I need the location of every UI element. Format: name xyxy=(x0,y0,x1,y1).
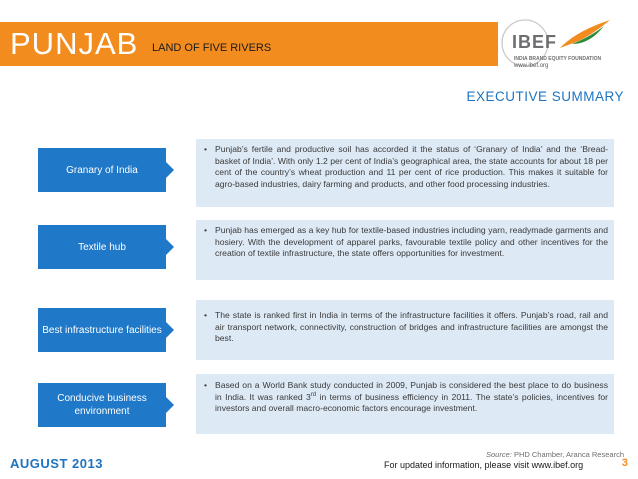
row-label-text: Granary of India xyxy=(66,164,138,176)
row-label-text: Conducive business environment xyxy=(57,393,147,417)
logo-text: IBEF xyxy=(512,32,558,52)
footer-date: AUGUST 2013 xyxy=(10,456,103,471)
row-text-part: in terms of business efficiency in 2011. The state’s policies, incentives for investors and overall macro-economic factors encourage investment. xyxy=(215,391,609,414)
source-label: Source: xyxy=(485,450,512,459)
chevron-tip-icon xyxy=(166,322,174,338)
row-label-text: Best infrastructure facilities xyxy=(42,324,162,336)
footer-update-text: For updated information, please visit xyxy=(384,460,530,470)
bullet-icon: • xyxy=(204,144,208,154)
row-text: The state is ranked first in India in terms of the infrastructure facilities it offers. Punjab’s road, rail and air transport network, connectivity, construction of bridges and infrastructure facilities are amongst the best. xyxy=(215,310,608,344)
chevron-tip-icon xyxy=(166,239,174,255)
ibef-logo xyxy=(500,18,632,72)
row-label-textile xyxy=(38,225,166,269)
row-text-textile xyxy=(204,225,608,260)
page-number: 3 xyxy=(621,457,628,469)
row-text: Punjab has emerged as a key hub for textile-based industries including yarn, readymade garments and hosiery. With the development of apparel parks, favourable textile policy and other incentives for the creation of textile infrastructure, the state offers opportunities for investment. xyxy=(215,225,608,259)
bullet-icon: • xyxy=(204,380,208,390)
header xyxy=(0,0,638,76)
bullet-icon: • xyxy=(204,310,208,320)
source-note xyxy=(486,450,624,459)
row-text: Punjab’s fertile and productive soil has accorded it the status of ‘Granary of India’ and the ‘Bread-basket of India’. With only 1.2 per cent of India’s geographical area, the state accounts for about 18 per cent of the country’s wheat production and 11 per cent of rice production. This makes it suitable for agro-based industries, dairy farming and products, and other food processing industries. xyxy=(215,144,608,189)
logo-url[interactable]: www.ibef.org xyxy=(514,63,549,69)
row-text-infrastructure xyxy=(204,310,608,345)
row-text-granary xyxy=(204,144,608,190)
row-label-infrastructure xyxy=(38,308,166,352)
row-text-part: Based on a World Bank study conducted in 2009, Punjab is considered the best place to do business in India. It was ranked 3 xyxy=(215,380,608,402)
footer-url-link[interactable]: www.ibef.org xyxy=(531,460,584,470)
superscript: rd xyxy=(310,391,317,398)
source-value: PHD Chamber, Aranca Research xyxy=(513,450,624,459)
row-label-granary xyxy=(38,148,166,192)
chevron-tip-icon xyxy=(166,162,174,178)
state-title: PUNJAB xyxy=(10,26,139,61)
footer-update xyxy=(384,460,583,470)
row-label-business xyxy=(38,383,166,427)
bird-icon xyxy=(558,18,614,54)
row-label-text: Textile hub xyxy=(78,241,126,253)
chevron-tip-icon xyxy=(166,397,174,413)
row-text-business xyxy=(204,380,608,415)
section-title: EXECUTIVE SUMMARY xyxy=(466,89,624,104)
state-subtitle: LAND OF FIVE RIVERS xyxy=(152,42,272,54)
row-text xyxy=(215,380,608,413)
logo-tagline: INDIA BRAND EQUITY FOUNDATION xyxy=(514,56,602,62)
bullet-icon: • xyxy=(204,225,208,235)
